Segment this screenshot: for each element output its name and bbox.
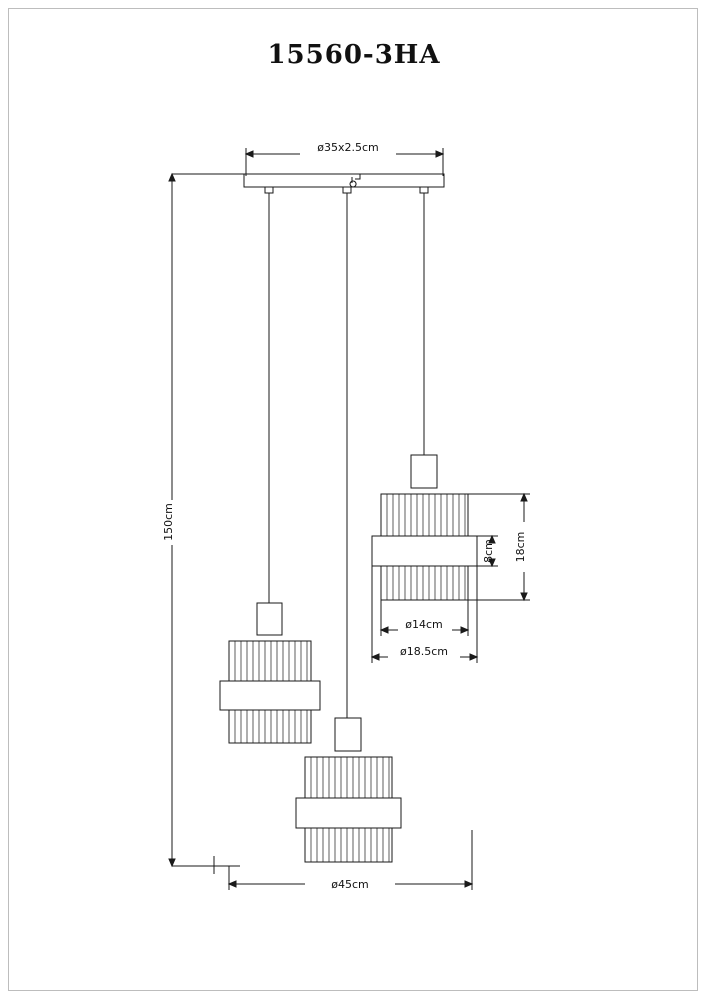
label-canopy-diameter: ø35x2.5cm: [317, 141, 379, 154]
suspension-cords: [265, 187, 428, 718]
dim-drop-height: [169, 174, 244, 874]
page-title: 15560-3HA: [267, 40, 441, 70]
label-spread-diameter: ø45cm: [331, 878, 369, 891]
label-shade-outer-diameter: ø18.5cm: [400, 645, 448, 658]
label-shade-inner-diameter: ø14cm: [405, 618, 443, 631]
label-drop-height: 150cm: [162, 503, 175, 541]
shade-right: [372, 455, 477, 600]
ceiling-canopy: [244, 174, 444, 187]
shade-center: [296, 718, 401, 862]
label-band-height: 8cm: [482, 539, 495, 563]
shade-left: [220, 603, 320, 743]
label-shade-height: 18cm: [514, 531, 527, 563]
